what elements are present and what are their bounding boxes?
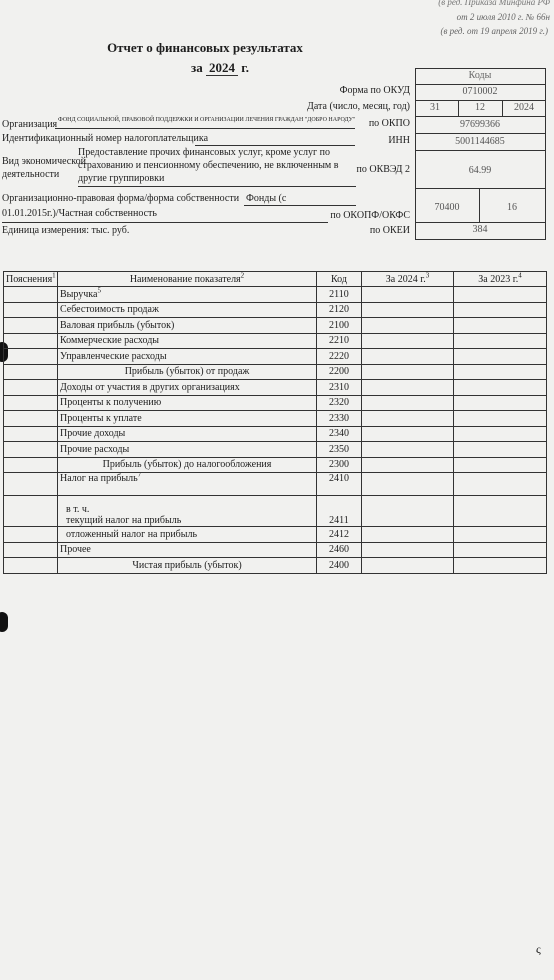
header-name: Наименование показателя$^2$ [58,272,317,287]
regulation-note-line2: от 2 июля 2010 г. № 66н [456,12,550,22]
row-name-cell [58,558,317,574]
row-code: 2411 [317,496,362,527]
row-code: 2120 [317,302,362,318]
table-row [4,333,547,349]
row-name-cell [58,527,317,543]
row-value-2024 [362,496,454,527]
row-notes-cell [4,318,58,334]
row-value-2023 [454,496,547,527]
row-code: 2310 [317,380,362,396]
row-name-cell [58,333,317,349]
row-name: Прибыль (убыток) от продаж [124,366,250,378]
row-name: Проценты к получению [60,397,162,409]
row-name: Коммерческие расходы [60,335,160,347]
row-value-2024 [362,302,454,318]
row-notes-cell [4,542,58,558]
row-value-2024 [362,287,454,303]
table-row [4,473,547,496]
row-value-2023 [454,364,547,380]
row-name-cell [58,318,317,334]
row-name-cell [58,457,317,473]
row-name: Налог на прибыль [60,473,138,484]
row-value-2024 [362,442,454,458]
row-value-2023 [454,349,547,365]
row-name-cell [58,426,317,442]
row-notes-cell [4,457,58,473]
document-period [150,60,290,76]
row-code: 2410 [317,473,362,496]
header-2024: За 2024 г.$^3$ [362,272,454,287]
row-name-cell [58,395,317,411]
row-notes-cell [4,333,58,349]
table-row [4,426,547,442]
row-value-2023 [454,542,547,558]
row-name: Чистая прибыль (убыток) [132,559,242,571]
row-code: 2210 [317,333,362,349]
legal-form-line2: 01.01.2015г.)/Частная собственность [2,208,157,219]
table-header-row [4,272,547,287]
row-notes-cell [4,395,58,411]
row-value-2023 [454,527,547,543]
row-name: текущий налог на прибыль [66,515,182,526]
organization-label: Организация [2,119,58,130]
financial-results-table [3,271,547,574]
corner-mark: ς [536,942,541,956]
table-row [4,395,547,411]
row-code: 2460 [317,542,362,558]
row-name-cell [58,349,317,365]
row-value-2023 [454,333,547,349]
row-notes-cell [4,380,58,396]
table-row [4,558,547,574]
table-row [4,380,547,396]
row-value-2023 [454,380,547,396]
row-notes-cell [4,349,58,365]
regulation-note-line3: (в ред. от 19 апреля 2019 г.) [440,26,548,36]
regulation-note-line1: (в ред. Приказа Минфина РФ [438,0,550,7]
codes-header: Коды [468,70,492,81]
row-value-2024 [362,333,454,349]
row-code: 2220 [317,349,362,365]
header-notes: Пояснения$^1$ [4,272,58,287]
date-day: 31 [430,102,440,113]
okud-value: 0710002 [462,86,498,97]
row-name: Управленческие расходы [60,350,167,362]
okei-value: 384 [472,224,488,235]
row-value-2024 [362,349,454,365]
okfs-value: 16 [507,202,517,213]
period-year: 2024 [206,60,238,76]
row-name-cell [58,473,317,496]
row-notes-cell [4,411,58,427]
row-code: 2300 [317,457,362,473]
row-value-2024 [362,318,454,334]
row-name: Себестоимость продаж [60,304,159,316]
okpo-value: 97699366 [460,119,500,130]
row-name: Прибыль (убыток) до налогообложения [102,459,272,471]
row-value-2024 [362,380,454,396]
row-notes-cell [4,426,58,442]
row-notes-cell [4,364,58,380]
table-row [4,287,547,303]
punch-hole [0,612,8,632]
row-value-2024 [362,426,454,442]
activity-text-3: другие группировки [78,173,165,184]
legal-form-label: Организационно-правовая форма/форма собственности [2,193,240,204]
table-row [4,411,547,427]
okei-label: по ОКЕИ [369,225,410,236]
row-value-2023 [454,558,547,574]
row-name-cell [58,411,317,427]
date-label: Дата (число, месяц, год) [307,101,410,112]
table-row [4,496,547,527]
unit-label: Единица измерения: тыс. руб. [2,225,130,236]
row-name-cell [58,542,317,558]
row-value-2023 [454,473,547,496]
row-name-cell [58,442,317,458]
row-notes-cell [4,473,58,496]
row-name: Доходы от участия в других организациях [60,381,240,393]
okpo-label: по ОКПО [368,118,410,129]
row-value-2024 [362,395,454,411]
row-notes-cell [4,496,58,527]
table-row [4,349,547,365]
row-value-2023 [454,457,547,473]
row-value-2024 [362,542,454,558]
row-value-2023 [454,302,547,318]
activity-label-1: Вид экономической [2,156,86,167]
row-value-2024 [362,364,454,380]
row-code: 2320 [317,395,362,411]
row-code: 2340 [317,426,362,442]
legal-form-value: Фонды (с [246,193,287,204]
okopf-value: 70400 [434,202,460,213]
row-name: Прочие расходы [60,443,130,455]
organization-name: ФОНД СОЦИАЛЬНОЙ, ПРАВОВОЙ ПОДДЕРЖКИ И ОРГАНИЗАЦИИ ЛЕЧЕНИЯ ГРАЖДАН "ДОБРО НАРОДУ" [58,117,356,123]
row-notes-cell [4,558,58,574]
okopf-label: по ОКОПФ/ОКФС [330,210,410,221]
row-code: 2110 [317,287,362,303]
row-code: 2330 [317,411,362,427]
row-name-footnote: 7 [137,472,142,479]
row-name: Валовая прибыль (убыток) [60,319,175,331]
table-row [4,364,547,380]
row-name: отложенный налог на прибыль [66,528,198,540]
activity-label-2: деятельности [2,169,60,180]
okud-label: Форма по ОКУД [339,85,410,96]
row-name: Прочие доходы [60,428,126,440]
row-notes-cell [4,287,58,303]
row-value-2023 [454,287,547,303]
inn-label: ИНН [388,135,410,146]
row-value-2023 [454,318,547,334]
row-value-2024 [362,527,454,543]
activity-text-1: Предоставление прочих финансовых услуг, кроме услуг по [78,147,330,158]
row-value-2024 [362,558,454,574]
row-name-cell [58,364,317,380]
row-notes-cell [4,527,58,543]
table-row [4,542,547,558]
okved-label: по ОКВЭД 2 [356,164,410,175]
row-name-cell [58,302,317,318]
inn-row-label: Идентификационный номер налогоплательщика [2,133,209,144]
table-row [4,442,547,458]
date-month: 12 [475,102,485,113]
table-row [4,318,547,334]
row-notes-cell [4,302,58,318]
row-code: 2412 [317,527,362,543]
table-row [4,302,547,318]
date-year: 2024 [514,102,534,113]
row-name-cell [58,496,317,527]
activity-text-2: страхованию и пенсионному обеспечению, не включенным в [78,160,339,171]
row-value-2023 [454,426,547,442]
table-row [4,527,547,543]
row-name-cell [58,287,317,303]
header-2023: За 2023 г.$^4$ [454,272,547,287]
row-code: 2200 [317,364,362,380]
inn-value: 5001144685 [455,136,505,147]
header-code: Код [317,272,362,287]
row-code: 2350 [317,442,362,458]
row-name: Прочее [60,544,91,556]
period-suffix: г. [241,60,249,75]
row-name-cell [58,380,317,396]
document-title: Отчет о финансовых результатах [107,40,303,55]
row-value-2024 [362,457,454,473]
row-value-2023 [454,442,547,458]
row-name-prefix: в т. ч. [66,504,90,515]
period-prefix: за [191,60,203,75]
table-row [4,457,547,473]
row-code: 2400 [317,558,362,574]
row-notes-cell [4,442,58,458]
row-value-2023 [454,411,547,427]
row-name: Проценты к уплате [60,412,142,424]
row-value-2023 [454,395,547,411]
row-name-footnote: 5 [97,286,101,295]
row-code: 2100 [317,318,362,334]
row-name: Выручка [60,288,98,300]
okved-value: 64.99 [468,165,492,176]
row-value-2024 [362,473,454,496]
row-value-2024 [362,411,454,427]
